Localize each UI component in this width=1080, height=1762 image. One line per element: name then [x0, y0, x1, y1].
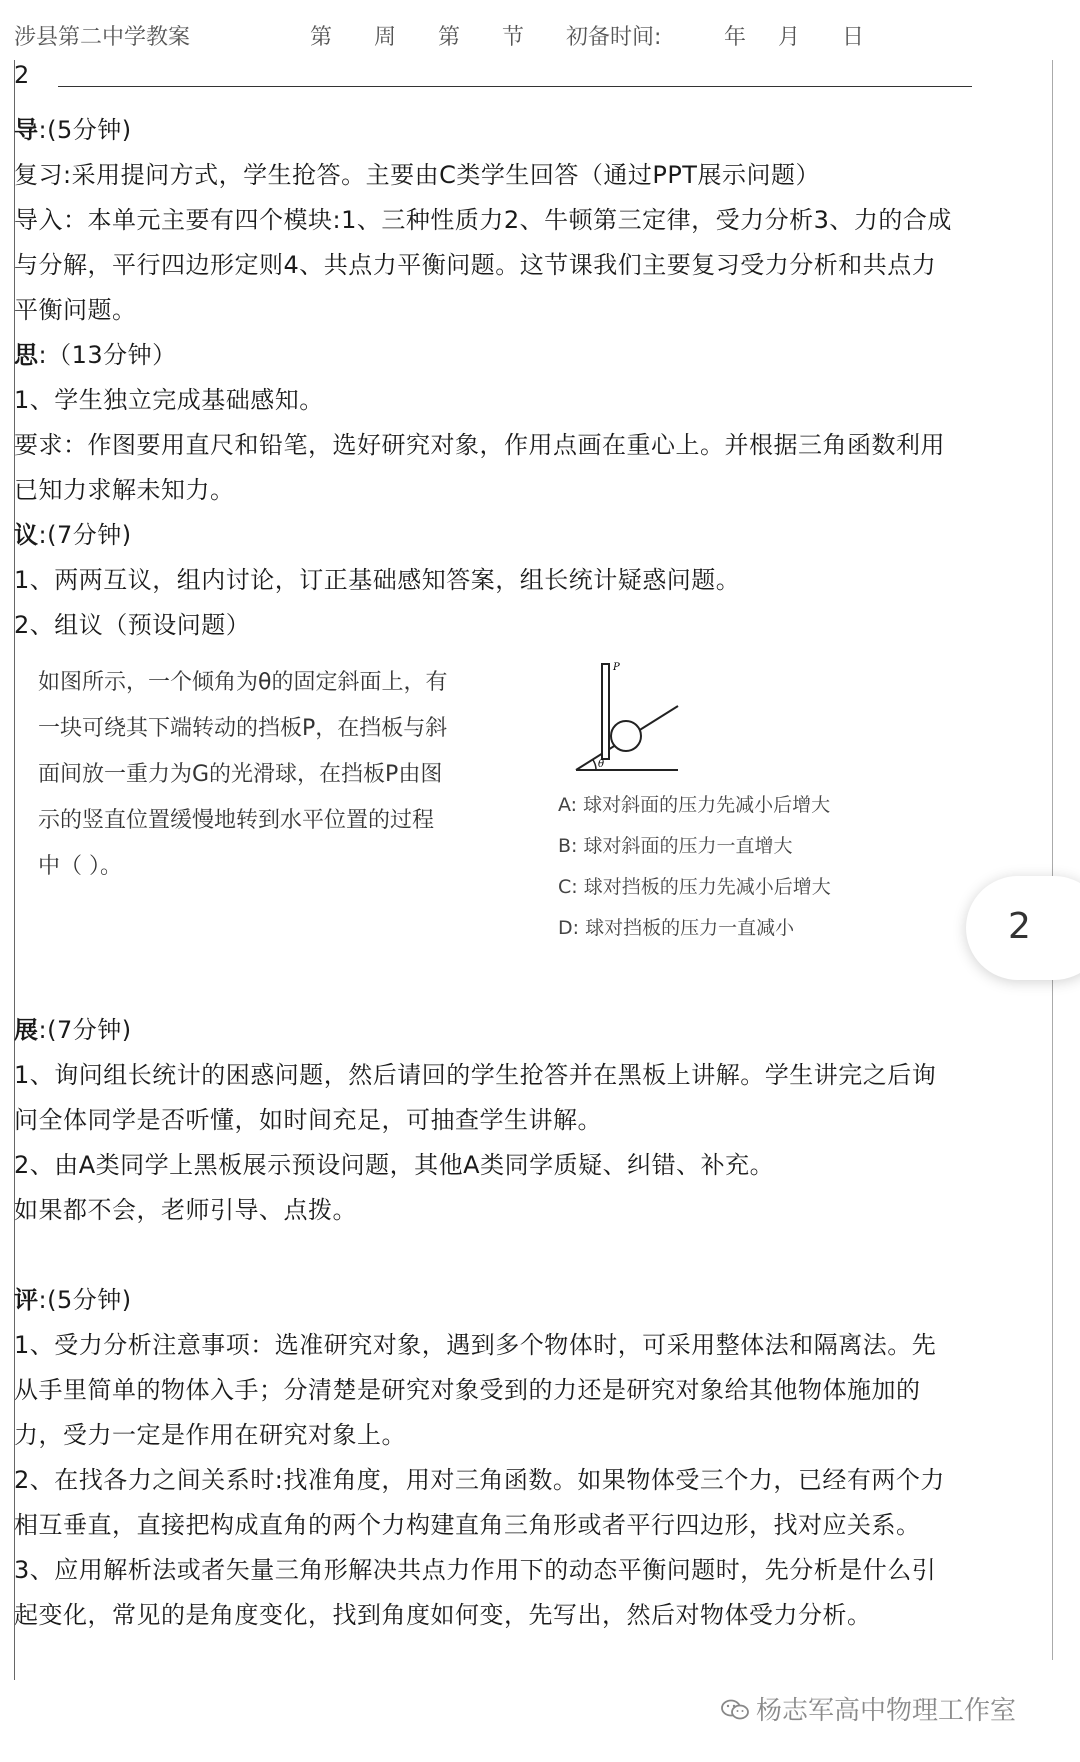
section-ping-heading	[14, 1278, 1054, 1323]
wechat-icon	[720, 1698, 750, 1722]
watermark-text: 杨志军高中物理工作室	[756, 1696, 1017, 1726]
text-line: 1、受力分析注意事项：选准研究对象，遇到多个物体时，可采用整体法和隔离法。先	[14, 1331, 937, 1359]
text-line: 导入：本单元主要有四个模块:1、三种性质力2、牛顿第三定律，受力分析3、力的合成	[14, 206, 952, 234]
section-title: 议	[14, 521, 39, 549]
problem-line: 中（ ）。	[38, 854, 122, 879]
section-title: 评	[14, 1286, 39, 1314]
label-p: P	[613, 662, 620, 673]
section-title: 导	[14, 116, 39, 144]
text-line: 2、在找各力之间关系时:找准角度，用对三角函数。如果物体受三个力，已经有两个力	[14, 1466, 945, 1494]
wechat-watermark	[720, 1690, 1016, 1727]
physics-problem-text	[38, 660, 508, 890]
problem-line: 示的竖直位置缓慢地转到水平位置的过程	[38, 808, 435, 833]
section-dao-heading	[14, 108, 1054, 153]
problem-line: 面间放一重力为G的光滑球，在挡板P由图	[38, 762, 443, 787]
text-line: 1、学生独立完成基础感知。	[14, 386, 324, 414]
month-label: 月	[778, 25, 801, 50]
option-a: A: 球对斜面的压力先减小后增大	[558, 794, 831, 816]
option-b: B: 球对斜面的压力一直增大	[558, 835, 793, 857]
header-rule	[58, 86, 972, 87]
ball	[611, 721, 641, 751]
year-label: 年	[724, 25, 747, 50]
section-duration: :(7分钟)	[38, 521, 132, 549]
problem-line: 一块可绕其下端转动的挡板P，在挡板与斜	[38, 716, 448, 741]
section-duration: :(5分钟)	[38, 1286, 132, 1314]
lesson-suffix: 节	[502, 25, 525, 50]
text-line: 2、由A类同学上黑板展示预设问题，其他A类同学质疑、纠错、补充。	[14, 1151, 775, 1179]
option-c: C: 球对挡板的压力先减小后增大	[558, 876, 831, 898]
page-number: 2	[14, 61, 30, 89]
text-line: 相互垂直，直接把构成直角的两个力构建直角三角形或者平行四边形，找对应关系。	[14, 1511, 921, 1539]
section-zhan-heading	[14, 1008, 1054, 1053]
section-yi-heading	[14, 513, 1054, 558]
text-line: 复习:采用提问方式，学生抢答。主要由C类学生回答（通过PPT展示问题）	[14, 161, 820, 189]
text-line: 已知力求解未知力。	[14, 476, 235, 504]
text-line: 如果都不会，老师引导、点拨。	[14, 1196, 357, 1224]
section-title: 展	[14, 1016, 39, 1044]
section-duration: :（13分钟）	[38, 341, 177, 369]
school-name: 涉县第二中学教案	[14, 25, 191, 50]
section-duration: :(5分钟)	[38, 116, 132, 144]
text-line: 力，受力一定是作用在研究对象上。	[14, 1421, 406, 1449]
text-line: 平衡问题。	[14, 296, 137, 324]
page-header	[14, 20, 1054, 60]
text-line: 1、询问组长统计的困惑问题，然后请回的学生抢答并在黑板上讲解。学生讲完之后询	[14, 1061, 937, 1089]
page-indicator-badge[interactable]	[966, 876, 1080, 980]
incline-figure	[566, 658, 686, 776]
answer-options	[558, 785, 831, 949]
text-line: 问全体同学是否听懂，如时间充足，可抽查学生讲解。	[14, 1106, 602, 1134]
week-prefix: 第	[310, 25, 333, 50]
section-si-heading	[14, 333, 1054, 378]
day-label: 日	[842, 25, 865, 50]
option-d: D: 球对挡板的压力一直减小	[558, 917, 795, 939]
page-indicator-number: 2	[1008, 906, 1031, 947]
baffle-board	[602, 664, 609, 759]
text-line: 要求：作图要用直尺和铅笔，选好研究对象，作用点画在重心上。并根据三角函数利用	[14, 431, 945, 459]
week-suffix: 周	[374, 25, 397, 50]
text-line: 1、两两互议，组内讨论，订正基础感知答案，组长统计疑惑问题。	[14, 566, 741, 594]
text-line: 3、应用解析法或者矢量三角形解决共点力作用下的动态平衡问题时，先分析是什么引	[14, 1556, 937, 1584]
text-line: 与分解，平行四边形定则4、共点力平衡问题。这节课我们主要复习受力分析和共点力	[14, 251, 937, 279]
prep-time-label: 初备时间:	[566, 25, 662, 50]
problem-line: 如图所示，一个倾角为θ的固定斜面上，有	[38, 670, 448, 695]
lesson-prefix: 第	[438, 25, 461, 50]
angle-arc	[593, 760, 596, 770]
text-line: 从手里简单的物体入手；分清楚是研究对象受到的力还是研究对象给其他物体施加的	[14, 1376, 921, 1404]
text-line: 2、组议（预设问题）	[14, 611, 251, 639]
section-duration: :(7分钟)	[38, 1016, 132, 1044]
section-title: 思	[14, 341, 39, 369]
label-theta: θ	[598, 759, 605, 770]
text-line: 起变化，常见的是角度变化，找到角度如何变，先写出，然后对物体受力分析。	[14, 1601, 872, 1629]
